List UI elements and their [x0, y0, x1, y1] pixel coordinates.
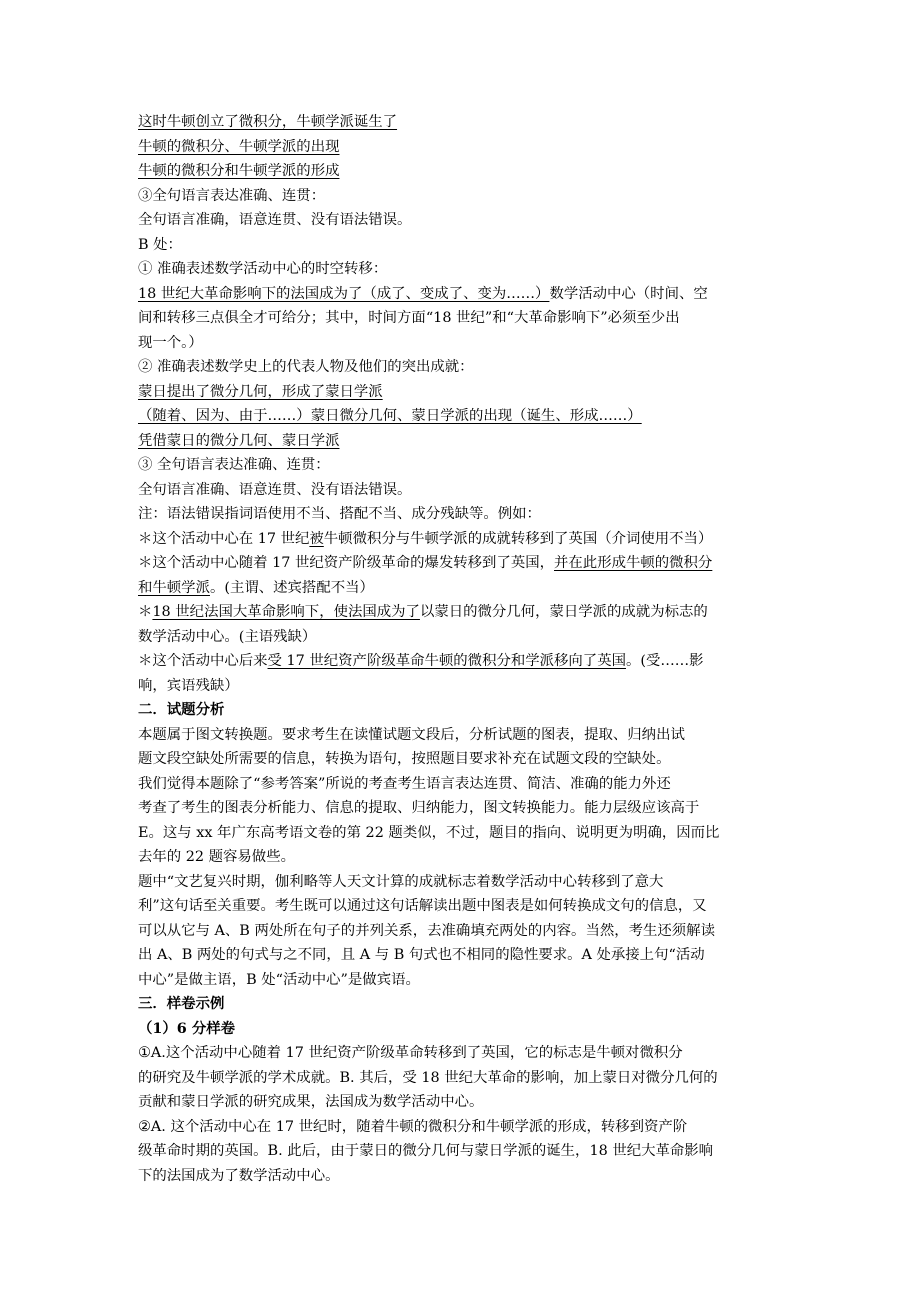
criterion-text: 全句语言准确，语意连贯、没有语法错误。	[138, 212, 412, 228]
answer-line: 牛顿的微积分和牛顿学派的形成	[138, 163, 340, 179]
answer-line: 牛顿的微积分、牛顿学派的出现	[138, 138, 340, 155]
criterion-heading: ② 准确表述数学史上的代表人物及他们的突出成就：	[138, 359, 474, 375]
paragraph-line: 出 A、B 两处的句式与之不同，且 A 与 B 句式也不相同的隐性要求。A 处承接上句“活动	[138, 947, 705, 963]
criterion-text: 间和转移三点俱全才可给分；其中，时间方面“18 世纪”和“大革命影响下”必须至少出	[138, 310, 680, 326]
paragraph-line: 考查了考生的图表分析能力、信息的提取、归纳能力，图文转换能力。能力层级应该高于	[138, 800, 700, 816]
answer-line: 这时牛顿创立了微积分，牛顿学派诞生了	[138, 114, 398, 130]
paragraph-line: 题中“文艺复兴时期，伽利略等人天文计算的成就标志着数学活动中心转移到了意大	[138, 873, 664, 890]
paragraph-line: 题文段空缺处所需要的信息，转换为语句，按照题目要求补充在试题文段的空缺处。	[138, 751, 671, 767]
subsection-heading: （1）6 分样卷	[138, 1019, 235, 1037]
paragraph-line: 利”这句话至关重要。考生既可以通过这句话解读出题中图表是如何转换成文句的信息，又	[138, 898, 707, 914]
answer-line: （随着、因为、由于……）蒙日微分几何、蒙日学派的出现（诞生、形成……）	[138, 408, 642, 424]
paragraph-line: 的研究及牛顿学派的学术成就。B. 其后，受 18 世纪大革命的影响，加上蒙日对微分几何的	[138, 1069, 718, 1086]
paragraph-line: E。这与 xx 年广东高考语文卷的第 22 题类似，不过，题目的指向、说明更为明确，因而比	[138, 824, 720, 841]
paragraph-line: 下的法国成为了数学活动中心。	[138, 1167, 340, 1184]
answer-line: 凭借蒙日的微分几何、蒙日学派	[138, 432, 340, 449]
note-example: ＊这个活动中心后来受 17 世纪资产阶级革命牛顿的微积分和学派移向了英国。(受……影	[138, 653, 704, 669]
criterion-text: 18 世纪大革命影响下的法国成为了（成了、变成了、变为……）数学活动中心（时间、空	[138, 285, 708, 302]
paragraph-line: 中心”是做主语，B 处“活动中心”是做宾语。	[138, 971, 420, 988]
criterion-text: 全句语言准确、语意连贯、没有语法错误。	[138, 481, 412, 498]
paragraph-line: 级革命时期的英国。B. 此后，由于蒙日的微分几何与蒙日学派的诞生，18 世纪大革命影响	[138, 1143, 714, 1159]
paragraph-line: 我们觉得本题除了“参考答案”所说的考查考生语言表达连贯、简洁、准确的能力外还	[138, 775, 671, 792]
paragraph-line: 本题属于图文转换题。要求考生在读懂试题文段后，分析试题的图表，提取、归纳出试	[138, 726, 685, 743]
paragraph-line: ①A.这个活动中心随着 17 世纪资产阶级革命转移到了英国，它的标志是牛顿对微积分	[138, 1045, 683, 1061]
paragraph-line: 可以从它与 A、B 两处所在句子的并列关系，去准确填充两处的内容。当然，考生还须解读	[138, 922, 715, 939]
criterion-heading: ① 准确表述数学活动中心的时空转移：	[138, 261, 388, 277]
note-example-cont: 和牛顿学派。(主谓、述宾搭配不当）	[138, 579, 374, 596]
criterion-heading: ③全句语言表达准确、连贯：	[138, 187, 326, 204]
note-example: ＊这个活动中心在 17 世纪被牛顿微积分与牛顿学派的成就转移到了英国（介词使用不当）	[138, 530, 713, 547]
paragraph-line: ②A. 这个活动中心在 17 世纪时，随着牛顿的微积分和牛顿学派的形成，转移到资产阶	[138, 1118, 688, 1135]
note-example: ＊这个活动中心随着 17 世纪资产阶级革命的爆发转移到了英国，并在此形成牛顿的微积分	[138, 555, 713, 571]
note-intro: 注：语法错误指词语使用不当、搭配不当、成分残缺等。例如：	[138, 506, 541, 522]
note-example-cont: 响，宾语残缺）	[138, 677, 239, 694]
document-page	[138, 110, 786, 1188]
answer-span: 18 世纪大革命影响下的法国成为了（成了、变成了、变为……）	[138, 285, 550, 302]
paragraph-line: 去年的 22 题容易做些。	[138, 849, 295, 865]
section-b-heading: B 处：	[138, 236, 182, 253]
section-heading: 三．样卷示例	[138, 995, 225, 1012]
note-example-cont: 数学活动中心。(主语残缺）	[138, 628, 317, 645]
answer-line: 蒙日提出了微分几何，形成了蒙日学派	[138, 383, 383, 400]
paragraph-line: 贡献和蒙日学派的研究成果，法国成为数学活动中心。	[138, 1094, 484, 1110]
criterion-heading: ③ 全句语言表达准确、连贯：	[138, 457, 330, 473]
note-example: ＊18 世纪法国大革命影响下，使法国成为了以蒙日的微分几何，蒙日学派的成就为标志的	[138, 604, 708, 620]
section-heading: 二．试题分析	[138, 701, 225, 718]
criterion-text: 现一个。）	[138, 334, 203, 351]
